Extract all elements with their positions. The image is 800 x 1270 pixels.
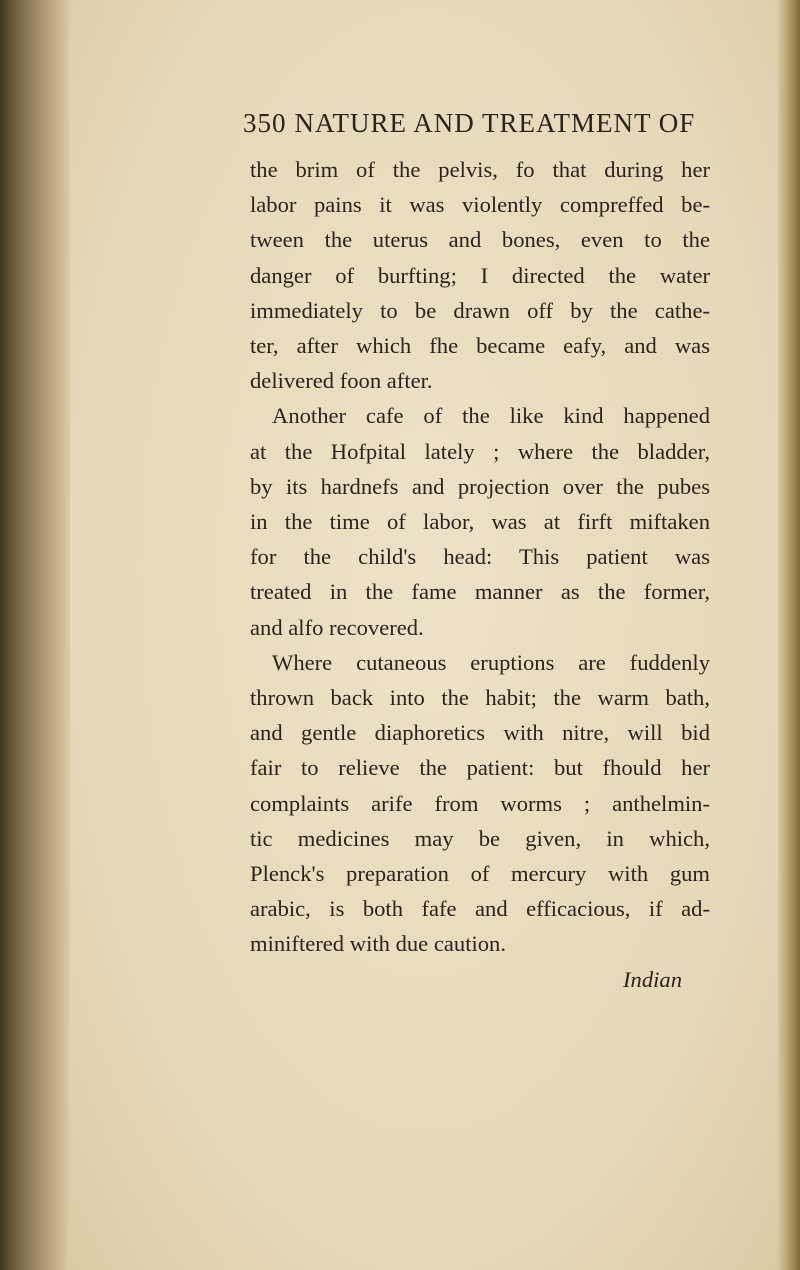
text-line: danger of burfting; I directed the water xyxy=(250,262,710,288)
text-line: Another cafe of the like kind happened xyxy=(272,403,710,429)
text-line: Plenck's preparation of mercury with gum xyxy=(250,861,710,887)
text-line: arabic, is both fafe and efficacious, if ad- xyxy=(250,896,710,922)
text-line: immediately to be drawn off by the cathe- xyxy=(250,297,710,323)
running-title: NATURE AND TREATMENT OF xyxy=(294,108,696,138)
text-line: the brim of the pelvis, fo that during her xyxy=(250,157,710,182)
text-line: delivered foon after. xyxy=(250,368,433,394)
text-line: fair to relieve the patient: but fhould her xyxy=(250,755,710,781)
running-header xyxy=(243,108,695,139)
text-line: labor pains it was violently compreffed be- xyxy=(250,192,710,218)
text-line: complaints arife from worms ; anthelmin- xyxy=(250,790,710,816)
text-line: and gentle diaphoretics with nitre, will bid xyxy=(250,720,710,746)
book-binding-edge xyxy=(0,0,70,1270)
text-line: and alfo recovered. xyxy=(250,614,424,640)
text-line: ter, after which fhe became eafy, and was xyxy=(250,333,710,359)
text-line: thrown back into the habit; the warm bath, xyxy=(250,685,710,711)
text-line: in the time of labor, was at firft miftaken xyxy=(250,509,710,535)
text-line: miniftered with due caution. xyxy=(250,931,506,957)
text-line: at the Hofpital lately ; where the bladder, xyxy=(250,438,710,464)
page-right-edge xyxy=(778,0,800,1270)
catchword: Indian xyxy=(623,966,682,992)
text-line: treated in the fame manner as the former, xyxy=(250,579,710,605)
text-line: by its hardnefs and projection over the pubes xyxy=(250,473,710,499)
text-line: Where cutaneous eruptions are fuddenly xyxy=(272,649,710,675)
text-line: tic medicines may be given, in which, xyxy=(250,825,710,851)
page-number: 350 xyxy=(243,108,287,138)
text-line: for the child's head: This patient was xyxy=(250,544,710,570)
text-line: tween the uterus and bones, even to the xyxy=(250,227,710,253)
body-text xyxy=(250,152,710,997)
